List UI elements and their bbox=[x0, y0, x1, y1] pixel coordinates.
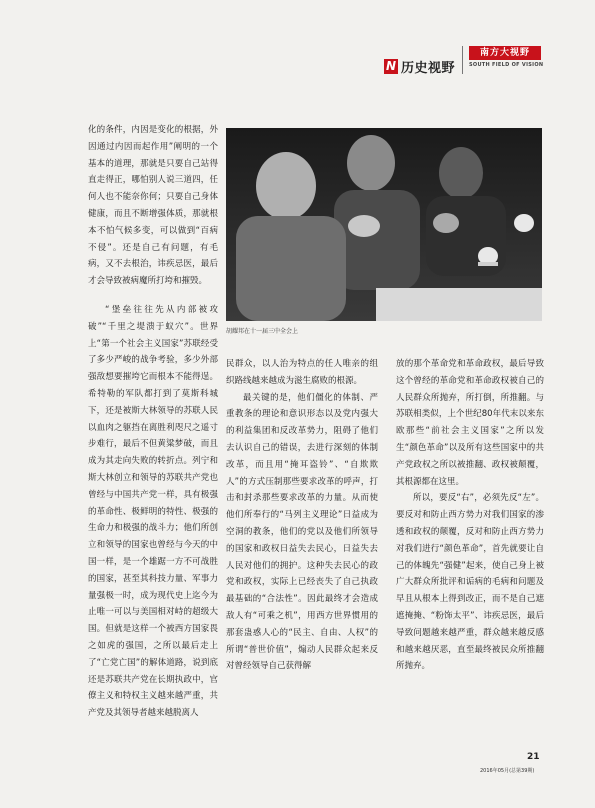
section-title: 历史视野 bbox=[401, 61, 456, 76]
photo-caption: 胡耀邦在十一届三中全会上 bbox=[226, 328, 299, 335]
column-subtitle: SOUTH FIELD OF VISION bbox=[469, 62, 544, 68]
article-photo bbox=[226, 128, 542, 321]
magazine-logo-icon: N bbox=[385, 59, 397, 73]
paragraph: 化的条件，内因是变化的根据，外因通过内因而起作用”阐明的一个基本的道理，那就是只要自己站得直走得正，哪怕别人说三道四，任何人也不能奈你何；只要自己身体健康，而且不断增强体质，那就根本不怕气候多变，可以做到“百病不侵”。还是自己有问题，有毛病，又不去根治，讳疾忌医，最后才会导致被病魔所打垮和摧毁。 bbox=[88, 125, 218, 287]
header-divider bbox=[462, 46, 463, 74]
paragraph: 最关键的是，他们僵化的体制、严重教条的理论和意识形态以及党内强大的利益集团和反改革势力，阻碍了他们去认识自己的错误，去进行深刻的体制改革，而且用“掩耳盗铃”、“自欺欺人”的方式压制那些要求改革的呼声，打击和封杀那些要求改革的力量。从而使他们所奉行的“马列主义理论”日益成为空洞的教条，他们的党以及他们所领导的国家和政权日益失去民心，日益失去人民对他们的拥护。这种失去民心的政党和政权，实际上已经丧失了自己执政最基础的“合法性”。因此最终才会造成敌人有“可乘之机”，用西方世界惯用的那套蛊惑人心的“民主、自由、人权”的所谓“普世价值”，煽动人民群众起来反对曾经领导自己获得解 bbox=[226, 392, 378, 672]
section-logo bbox=[384, 57, 455, 76]
paragraph: 所以，要反“右”，必须先反“左”。要反对和防止西方势力对我们国家的渗透和政权的颠覆，反对和防止西方势力对我们进行“颜色革命”，首先就要让自己的体魄先“强健”起来，使自己身上被广大群众所批评和诟病的毛病和问题及早且从根本上得到改正，而不是自己遮遮掩掩、“粉饰太平”、讳疾忌医，最后导致问题越来越严重，群众越来越反感和越来越厌恶，直至最终被民众所推翻所抛弃。 bbox=[396, 493, 544, 672]
column-3 bbox=[396, 356, 544, 675]
paragraph: 民群众，以人治为特点的任人唯亲的组织路线越来越成为滋生腐败的根源。 bbox=[226, 359, 378, 386]
column-1-top bbox=[88, 122, 218, 290]
paragraph: “堡垒往往先从内部被攻破”“千里之堤溃于蚁穴”。世界上“第一个社会主义国家”苏联经受了多少严峻的战争考验，多少外部强敌想要摧垮它而根本不能得逞。希特勒的军队都打到了莫斯科城下，还是被斯大林领导的苏联人民以血肉之躯挡在离胜利咫尺之遥寸步难行，最后不但黄粱梦破，而且成为其走向失败的转折点。列宁和斯大林创立和领导的苏联共产党也曾经与中国共产党一样，具有极强的革命性、极鲜明的特性、极强的生命力和极强的战斗力；他们所创立和领导的国家也曾经与今天的中国一样，是一个雄踞一方不可战胜的国家，甚至其科技力量、军事力量强极一时，成为现代史上迄今为止唯一可以与美国相对峙的超级大国。但就是这样一个被西方国家畏之如虎的强国，之所以最后走上了“亡党亡国”的解体道路，说到底还是苏联共产党在长期执政中，官僚主义和特权主义越来越严重，共产党及其领导者越来越脱离人 bbox=[88, 305, 218, 719]
paragraph: 放的那个革命党和革命政权，最后导致这个曾经的革命党和革命政权被自己的人民群众所抛弃，所打倒，所推翻。与苏联相类似，上个世纪80年代末以来东欧那些“前社会主义国家”之所以发生“颜色革命”以及所有这些国家中的共产党政权之所以被推翻、政权被颠覆，其根源都在这里。 bbox=[396, 359, 544, 487]
page-number: 21 bbox=[527, 752, 540, 762]
column-name-badge: 南方大视野 bbox=[469, 46, 541, 60]
column-1-bottom bbox=[88, 302, 218, 722]
column-2 bbox=[226, 356, 378, 675]
issue-line: 2016年05月(总第39期) bbox=[480, 768, 535, 774]
